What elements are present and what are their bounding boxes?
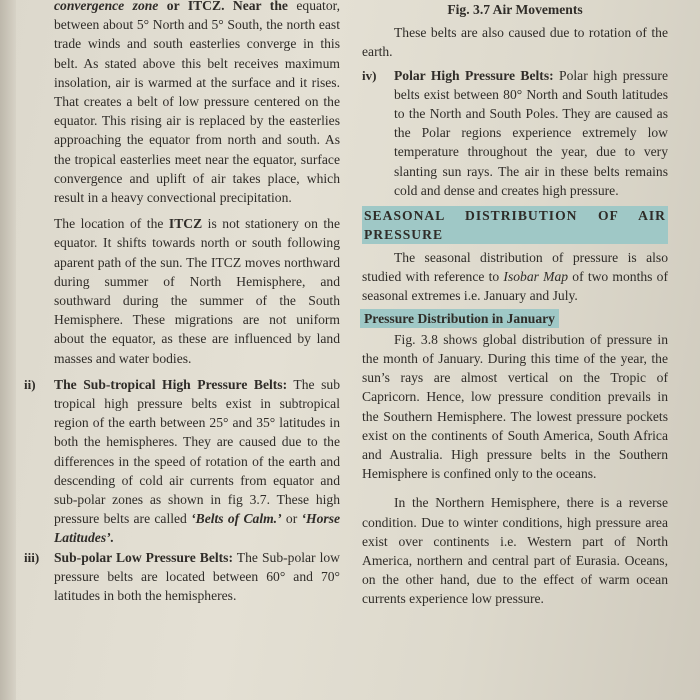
item-title: The Sub-tropical High Pressure Belts:: [54, 376, 288, 392]
paragraph-itcz-location: [54, 214, 340, 368]
page-gutter: [0, 0, 16, 700]
figure-caption: Fig. 3.7 Air Movements: [447, 2, 583, 17]
term-isobar-map: Isobar Map: [503, 269, 569, 285]
subheading-wrap: [362, 309, 668, 328]
left-column: [24, 0, 341, 605]
list-item-subtropical-high: [24, 375, 341, 548]
item-body: The sub tropical high pressure belts exist in subtropical region of the earth between 25° and 35° latitudes in both the hemispheres. They are caused due to the differences in the speed of rotation of the earth and descending of cold air currents from equator and sub-polar zones as shown in fig 3.7. These high pressure belts are called: [54, 376, 340, 527]
paragraph-continuation: These belts are also caused due to rotation of the earth.: [362, 25, 668, 60]
itcz-label: or ITCZ. Near the: [158, 0, 288, 13]
term-belts-of-calm: ‘Belts of Calm.’: [191, 511, 282, 527]
section-heading: SEASONAL DISTRIBUTION OF AIR PRESSURE: [364, 208, 666, 243]
text-run: is not stationery on the equator. It shifts towards north or south following aparent path of the sun. The ITCZ moves northward during summer of North Hemisphere, and southward during the summer of the South Hemisphere. These migrations are not uniform about the equator, as these are influenced by land masses and water bodies.: [54, 216, 340, 366]
item-numeral: iii): [24, 549, 40, 565]
term-itcz: ITCZ: [168, 216, 203, 232]
text-run: of two months of seasonal extremes i.e. January and July.: [362, 269, 668, 304]
text-run: or: [281, 511, 302, 527]
paragraph-january: Fig. 3.8 shows global distribution of pressure in the month of January. During this time of the year, the sun’s rays are almost vertical on the Tropic of Capricorn. Hence, low pressure condition prevails in the Southern Hemisphere. The lowest pressure pockets exist on the continents of South America, South Africa and Australia. High pressure belts in the Southern Hemisphere is confined only to the oceans.: [362, 331, 668, 482]
text-run: The seasonal distribution of pressure is also studied with reference to: [362, 250, 668, 285]
text-run: The location of the: [54, 216, 169, 232]
term-convergence-zone: convergence zone: [54, 0, 159, 13]
paragraph-itcz-description: [54, 0, 340, 207]
paragraph-text: equator, between about 5° North and 5° South, the north east trade winds and south easterlies converge in this belt. As stated above this belt receives maximum insolation, air is warmed at the surface and it rises. That creates a belt of low pressure centered on the equator. This rising air is replaced by the easterlies approaching the equator from north and south. As the tropical easterlies meet near the equator, surface convergence and uplift of air takes place, which result in a heavy convectional precipitation.: [54, 0, 340, 206]
list-item-subpolar-low: [24, 548, 340, 606]
item-body: Polar high pressure belts exist between 80° North and South latitudes to the North and South Poles. They are caused as the Polar regions experience extremely low temperature throughout the year, due to very slanting sun rays. The air in these belts remains cold and dense and creates high pressure.: [394, 67, 668, 198]
term-horse-latitudes: ‘Horse Latitudes’.: [54, 511, 341, 546]
item-title: Sub-polar Low Pressure Belts:: [54, 549, 234, 565]
paragraph-seasonal: [362, 248, 668, 306]
item-numeral: iv): [362, 67, 377, 83]
item-body: The Sub-polar low pressure belts are located between 60° and 70° latitudes in both the hemispheres.: [54, 549, 340, 604]
paragraph-northern-hemisphere: In the Northern Hemisphere, there is a reverse condition. Due to winter conditions, high pressure area exist over continents i.e. Western part of North America, northern and central part of Eurasia. Oceans, on the other hand, due to the effect of warm ocean currents experience low pressure.: [362, 495, 668, 607]
list-item-polar-high: [362, 66, 668, 200]
subheading-january: Pressure Distribution in January: [360, 309, 559, 328]
right-column: [362, 0, 668, 609]
item-title: Polar High Pressure Belts:: [394, 67, 554, 83]
item-numeral: ii): [24, 376, 36, 392]
